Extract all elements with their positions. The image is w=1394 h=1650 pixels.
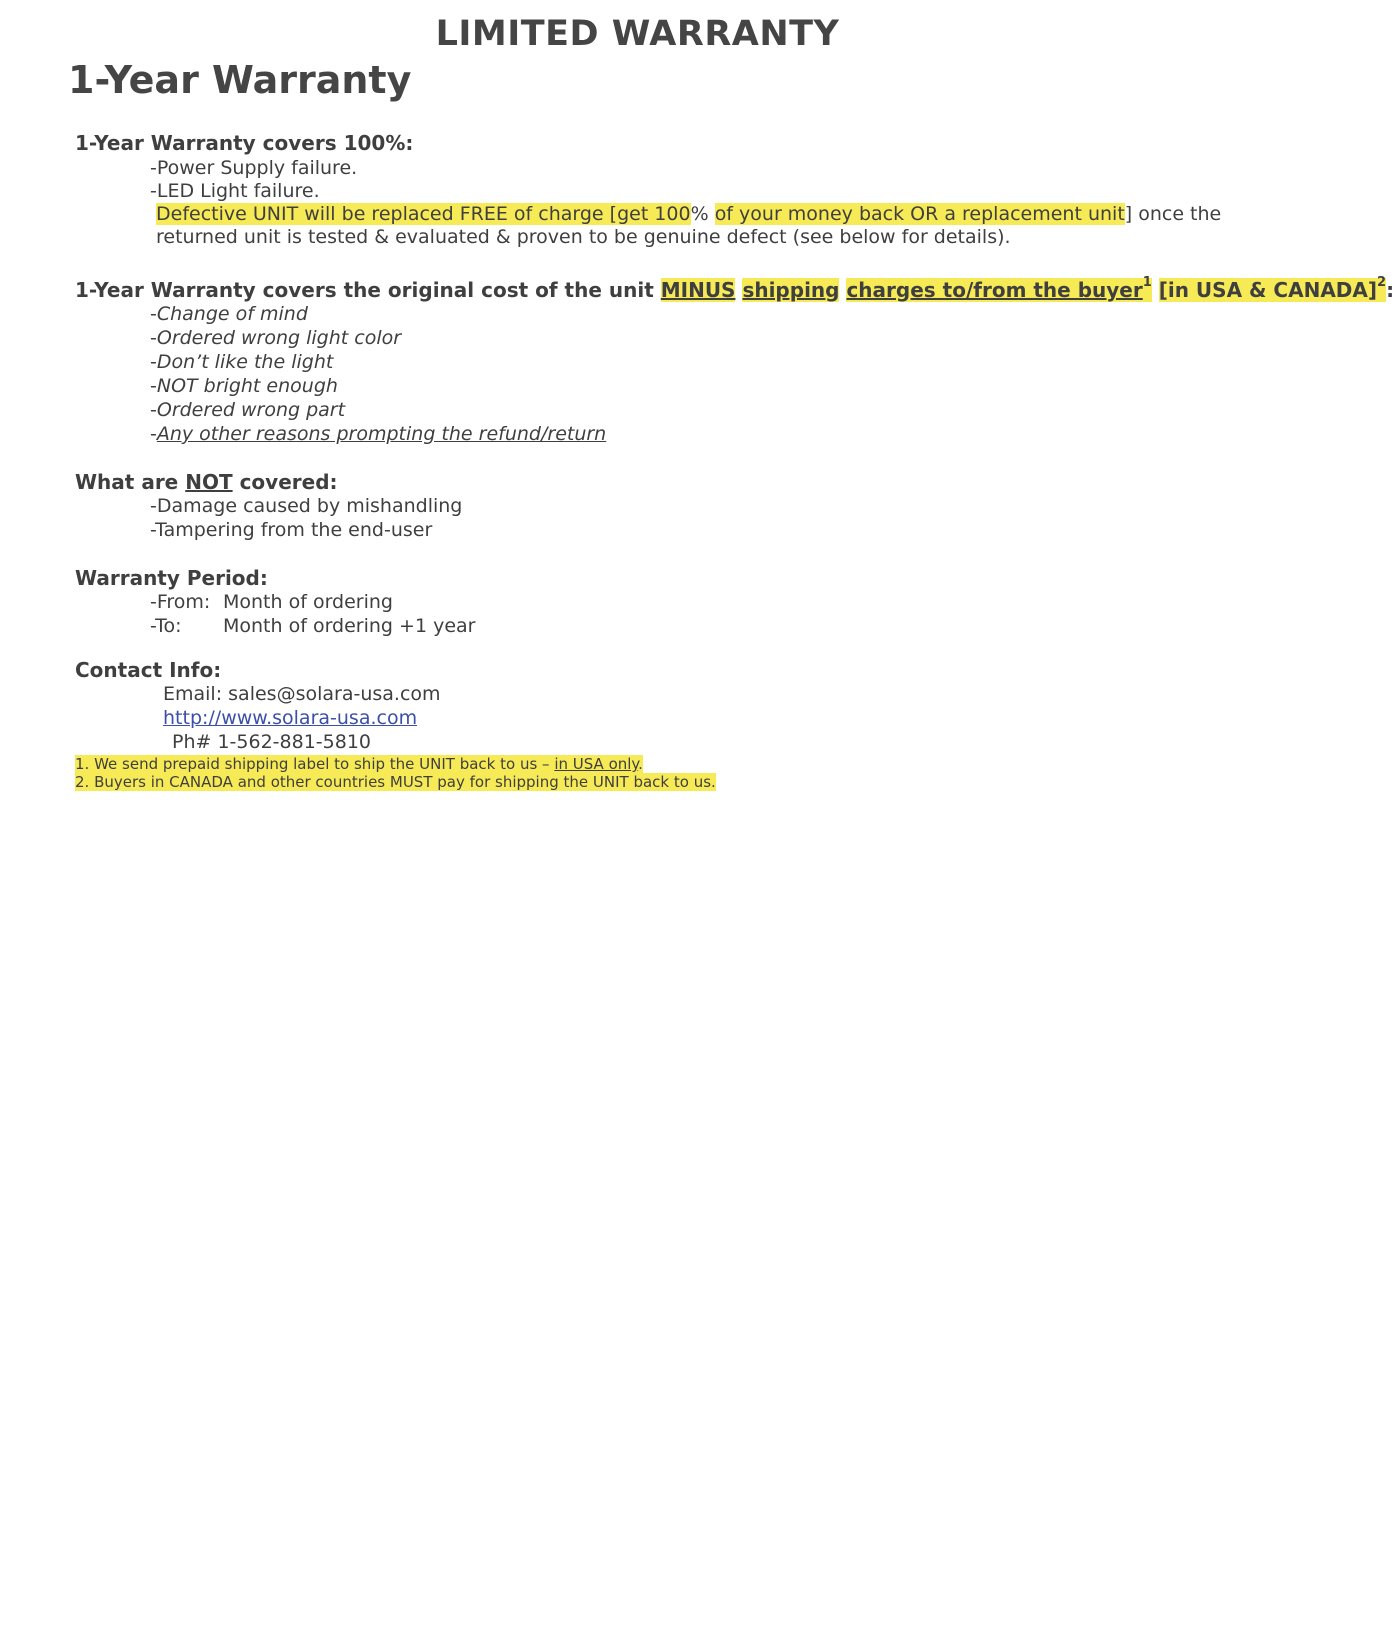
shipping-text: shipping <box>742 278 840 302</box>
period-to-value: Month of ordering +1 year <box>223 615 476 637</box>
footnote-2: 2. Buyers in CANADA and other countries MUST pay for shipping the UNIT back to us. <box>75 773 716 791</box>
section2-item: -Ordered wrong part <box>150 399 346 421</box>
section2-item: -Ordered wrong light color <box>150 327 402 349</box>
section3-item-tampering: -Tampering from the end-user <box>150 519 433 541</box>
section1-note-line2: returned unit is tested & evaluated & proven to be genuine defect (see below for details). <box>156 226 1011 248</box>
contact-email: Email: sales@solara-usa.com <box>163 683 441 705</box>
footnote-ref-2: 2 <box>1377 275 1387 290</box>
section1-note <box>156 202 1221 226</box>
section3-item-damage: -Damage caused by mishandling <box>150 495 463 517</box>
contact-website-link[interactable]: http://www.solara-usa.com <box>163 707 418 729</box>
charges-text: charges to/from the buyer <box>846 278 1143 302</box>
section2-item: -Don’t like the light <box>150 351 334 373</box>
section4-heading: Warranty Period: <box>75 566 268 590</box>
note-highlight-b: of your money back OR a replacement unit <box>714 203 1125 225</box>
region-text: [in USA & CANADA] <box>1158 278 1378 302</box>
period-to-label: -To: <box>150 615 182 637</box>
note-tail: ] once the <box>1124 203 1222 225</box>
section2-heading-text: 1-Year Warranty covers the original cost of the unit <box>75 278 654 302</box>
note-percent: % <box>690 203 709 225</box>
period-from-label: -From: <box>150 591 211 613</box>
contact-phone: Ph# 1-562-881-5810 <box>172 731 371 753</box>
section2-item: -Change of mind <box>150 303 308 325</box>
page-subtitle: 1-Year Warranty <box>68 58 412 102</box>
footnote-1: 1. We send prepaid shipping label to ship the UNIT back to us – in USA only. <box>75 755 643 773</box>
section1-item-power: -Power Supply failure. <box>150 157 358 179</box>
minus-text: MINUS <box>660 278 736 302</box>
section1-heading: 1-Year Warranty covers 100%: <box>75 131 414 155</box>
section2-colon: : <box>1386 278 1394 302</box>
section2-heading <box>75 275 1394 302</box>
section2-item: -NOT bright enough <box>150 375 338 397</box>
section2-item: -Any other reasons prompting the refund/return <box>150 423 607 445</box>
section1-item-led: -LED Light failure. <box>150 180 320 202</box>
period-from-value: Month of ordering <box>223 591 393 613</box>
page-title: LIMITED WARRANTY <box>435 14 840 54</box>
section3-heading: What are NOT covered: <box>75 470 338 494</box>
not-text: NOT <box>185 470 233 494</box>
note-highlight-a: Defective UNIT will be replaced FREE of charge [get 100 <box>156 203 691 225</box>
footnote-ref-1: 1 <box>1142 275 1152 290</box>
contact-heading: Contact Info: <box>75 658 222 682</box>
